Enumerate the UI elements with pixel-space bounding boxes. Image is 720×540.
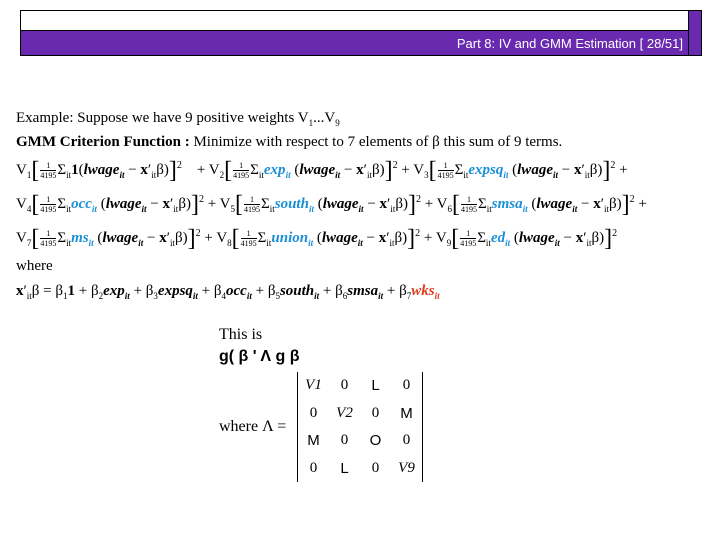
lambda-matrix [297, 372, 423, 482]
matrix-cell: 0 [309, 459, 318, 476]
matrix-cell: L [371, 377, 380, 395]
slide-title: Part 8: IV and GMM Estimation [ 28/51] [21, 30, 701, 55]
matrix-cell: 0 [402, 377, 411, 394]
where-label: where [16, 258, 53, 274]
matrix-cell: M [400, 404, 413, 422]
matrix-cell: 0 [340, 377, 349, 394]
gmm-criterion-line [16, 134, 562, 151]
matrix-cell: 0 [402, 432, 411, 449]
formula-row-3: $V_7$[ $\frac{1}{4195}$ $\Sigma_{it}ms_{it}$ (lwage$_{it}$ − $x'_{it}\beta)]^2 + V_8$[ $\frac{1}{4195}$ $\Sigma_{it}union_{it}$ (lwage$_{it}$ − $x'_{it}\beta)]^2 + V_9$[ $\frac{1}{4195}$ $\Sigma_{it}ed_{it}$ (lwage$_{it}$ − $x'_{it}\beta)]^2$ [16, 225, 618, 252]
matrix-cell: M [307, 432, 320, 450]
formula-row-1: $V_1$[ $\frac{1}{4195}$ $\Sigma_{it}1(lwage_{it} - x'_{it}\beta)]^2$ + $V_2$[ $\frac{1}{4195}$ $\Sigma_{it}\exp_{it}$ (lwage$_{it}$ − $x'_{it}\beta)]^2 + V_3$[ $\frac{1}{4195}$ $\Sigma_{it}expsq_{it}$ (lwage$_{it}$ − $x'_{it}\beta)]^2$ + [16, 157, 628, 184]
quadratic-form-block [219, 326, 300, 366]
linear-index-equation: $x'_{it}\beta = \beta_11 + \beta_2\exp_{it}$ + $\beta_3expsq_{it} + \beta_4occ_{it}$ + $\beta_5south_{it}$ + $\beta_6smsa_{it} + \beta_7wks_{it}$ [16, 283, 440, 301]
formula-row-2: $V_4$[ $\frac{1}{4195}$ $\Sigma_{it}occ_{it}$ (lwage$_{it}$ − $x'_{it}\beta)]^2 + V_5$[ $\frac{1}{4195}$ $\Sigma_{it}south_{it}$ (lwage$_{it}$ − $x'_{it}\beta)]^2 + V_6$[ $\frac{1}{4195}$ $\Sigma_{it}smsa_{it}$ (lwage$_{it}$ − $x'_{it}\beta)]^2$ + [16, 191, 647, 218]
gmm-label: GMM Criterion Function : [16, 134, 190, 150]
matrix-cell: V2 [336, 404, 353, 421]
quadratic-form: g( β ' Λ g β [219, 348, 300, 365]
matrix-cell: O [369, 432, 382, 450]
this-is-label: This is [219, 326, 263, 343]
gmm-text: Minimize with respect to 7 elements of β this sum of 9 terms. [189, 134, 563, 150]
matrix-cell: V1 [305, 377, 322, 394]
where-lambda-label: where Λ = [219, 418, 287, 435]
example-line: Example: Suppose we have 9 positive weights $V_1...V_9$ [16, 110, 340, 128]
matrix-cell: 0 [340, 432, 349, 449]
matrix-cell: V9 [398, 459, 415, 476]
matrix-cell: L [340, 459, 349, 477]
matrix-cell: 0 [309, 404, 318, 421]
matrix-cell: 0 [371, 404, 380, 421]
matrix-cell: 0 [371, 459, 380, 476]
